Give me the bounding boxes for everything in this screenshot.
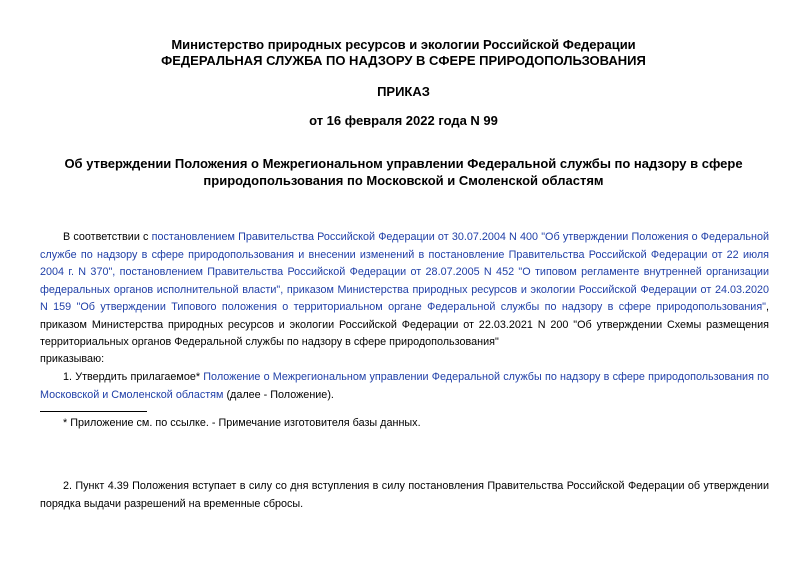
service-name: ФЕДЕРАЛЬНАЯ СЛУЖБА ПО НАДЗОРУ В СФЕРЕ ПРИРОДОПОЛЬЗОВАНИЯ [161,53,646,68]
item-1-paragraph [40,369,769,404]
preamble-separator: , [766,301,769,313]
document-date-number: от 16 февраля 2022 года N 99 [309,113,498,128]
preamble-lead: В соответствии с [63,231,152,243]
preamble-paragraph [40,229,769,352]
item-2-paragraph: 2. Пункт 4.39 Положения вступает в силу со дня вступления в силу постановления Правительства Российской Федерации об утверждении порядка выдачи разрешений на временные сбросы. [40,480,769,510]
item-1-tail: (далее - Положение). [223,388,334,401]
preamble-legal-links[interactable]: постановлением Правительства Российской Федерации от 30.07.2004 N 400 "Об утверждении Положения о Федеральной службе по надзору в сфере природопользования и внесении изменений в постановление Правительства Российской Федерации от 22 июля 2004 г. N 370", постановлением Правительства Российской Федерации от 28.07.2005 N 452 "О типовом регламенте внутренней организации федеральных органов исполнительной власти", приказом Министерства природных ресурсов и экологии Российской Федерации от 24.03.2020 N 159 "Об утверждении Типового положения о территориальном органе Федеральной службы по надзору в сфере природопользования" [40,231,770,313]
footnote: * Приложение см. по ссылке. - Примечание изготовителя базы данных. [63,417,421,429]
document-title-line-1: Об утверждении Положения о Межрегиональном управлении Федеральной службы по надзору в сфере [64,156,743,171]
document-type: ПРИКАЗ [377,84,430,99]
preamble-tail: приказом Министерства природных ресурсов и экологии Российской Федерации от 22.03.2021 N 200 "Об утверждении Схемы размещения территориальных органов Федеральной службы по надзору в сфере природопользования" [40,318,769,348]
footnote-divider [40,411,147,412]
order-word: приказываю: [40,353,105,365]
regulation-link[interactable]: Положение о Межрегиональном управлении Федеральной службы по надзору в сфере природопользования по Московской и Смоленской областям [40,371,769,401]
item-1-lead: 1. Утвердить прилагаемое* [63,371,204,383]
document-title-line-2: природопользования по Московской и Смоленской областям [203,173,604,188]
ministry-name: Министерство природных ресурсов и экологии Российской Федерации [171,37,636,52]
